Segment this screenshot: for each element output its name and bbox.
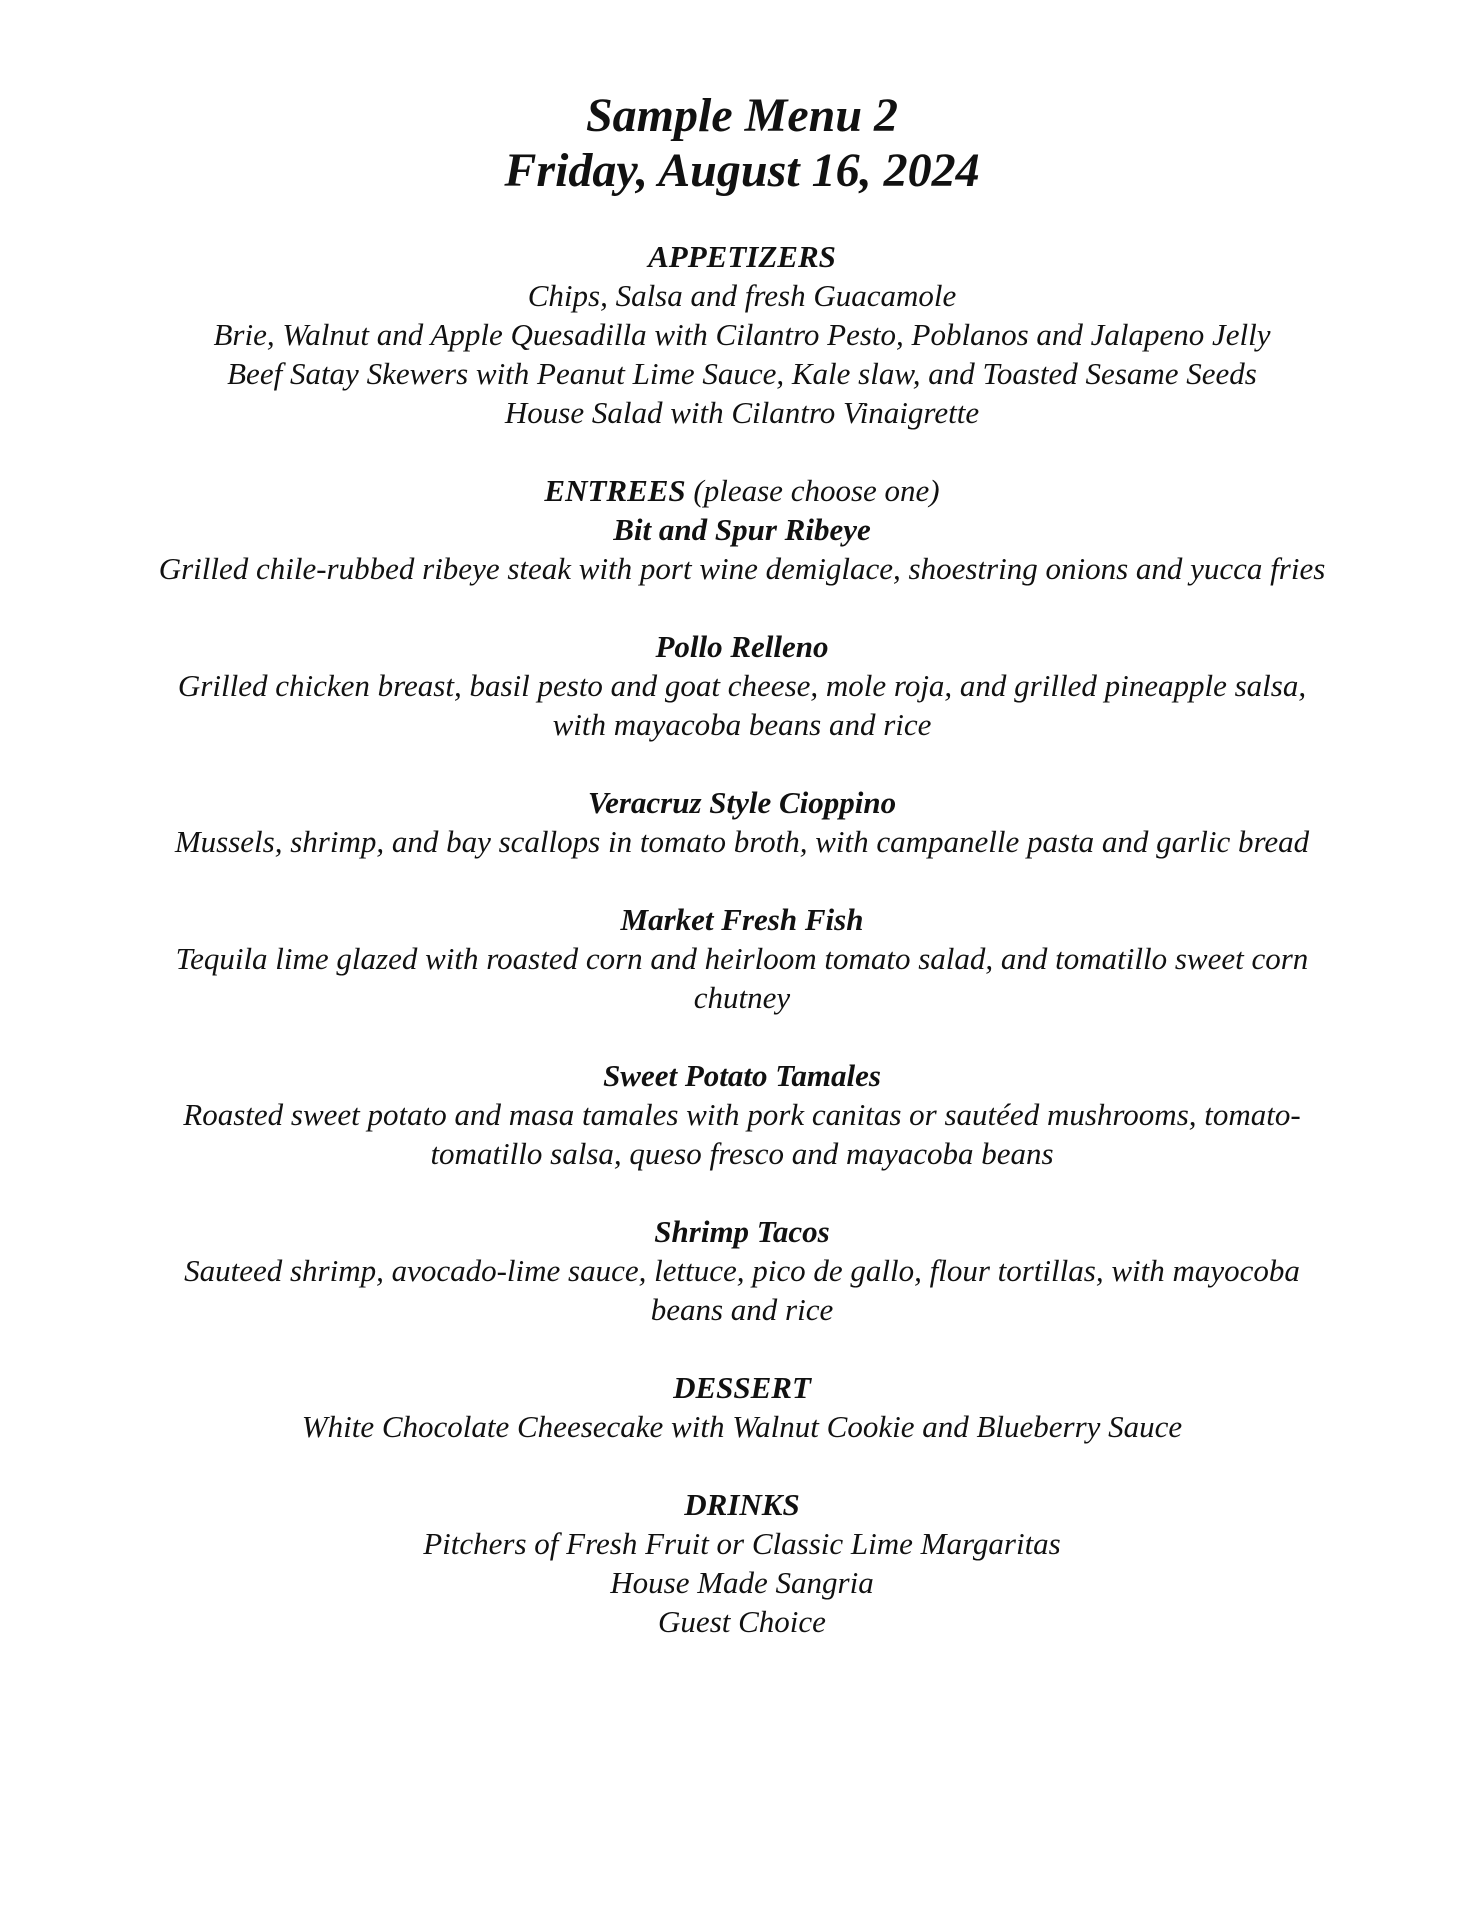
entree-name: Pollo Relleno (655, 629, 829, 664)
drinks-heading: DRINKS (684, 1487, 800, 1522)
entrees-heading: ENTREES (544, 473, 686, 508)
entree-name: Shrimp Tacos (654, 1214, 830, 1249)
entree-description: Sauteed shrimp, avocado-lime sauce, lettuce, pico de gallo, flour tortillas, with mayocoba beans and rice (184, 1253, 1300, 1327)
drink-item: House Made Sangria (610, 1565, 874, 1600)
appetizers-heading: APPETIZERS (648, 239, 836, 274)
dessert-heading: DESSERT (673, 1370, 811, 1405)
appetizer-item: Chips, Salsa and fresh Guacamole (527, 278, 957, 313)
appetizer-item: Beef Satay Skewers with Peanut Lime Sauce, Kale slaw, and Toasted Sesame Seeds (227, 356, 1257, 391)
drink-item: Guest Choice (658, 1604, 826, 1639)
entree-name: Market Fresh Fish (620, 902, 864, 937)
entree-description: Tequila lime glazed with roasted corn and heirloom tomato salad, and tomatillo sweet corn chutney (175, 941, 1309, 1015)
entree-name: Sweet Potato Tamales (603, 1058, 881, 1093)
entrees-heading-line (140, 471, 1344, 510)
menu-title: Sample Menu 2 (585, 89, 899, 142)
appetizer-item: House Salad with Cilantro Vinaigrette (504, 395, 980, 430)
entrees-section (140, 471, 1344, 1329)
entree-description: Roasted sweet potato and masa tamales with pork canitas or sautéed mushrooms, tomato-tomatillo salsa, queso fresco and mayacoba beans (183, 1097, 1301, 1171)
menu-content (140, 237, 1344, 1641)
drink-item: Pitchers of Fresh Fruit or Classic Lime Margaritas (423, 1526, 1061, 1561)
dessert-item: White Chocolate Cheesecake with Walnut Cookie and Blueberry Sauce (301, 1409, 1183, 1444)
entree-description: Grilled chicken breast, basil pesto and goat cheese, mole roja, and grilled pineapple salsa, with mayacoba beans and rice (177, 668, 1307, 742)
entree-description: Grilled chile-rubbed ribeye steak with port wine demiglace, shoestring onions and yucca fries (158, 551, 1326, 586)
entree-name: Bit and Spur Ribeye (613, 512, 871, 547)
entrees-note: (please choose one) (685, 473, 940, 508)
entree-name: Veracruz Style Cioppino (587, 785, 897, 820)
entree-description: Mussels, shrimp, and bay scallops in tomato broth, with campanelle pasta and garlic bread (174, 824, 1310, 859)
appetizer-item: Brie, Walnut and Apple Quesadilla with Cilantro Pesto, Poblanos and Jalapeno Jelly (213, 317, 1271, 352)
dessert-section (140, 1368, 1344, 1446)
appetizers-section (140, 237, 1344, 432)
menu-date: Friday, August 16, 2024 (504, 144, 980, 197)
drinks-section (140, 1485, 1344, 1641)
